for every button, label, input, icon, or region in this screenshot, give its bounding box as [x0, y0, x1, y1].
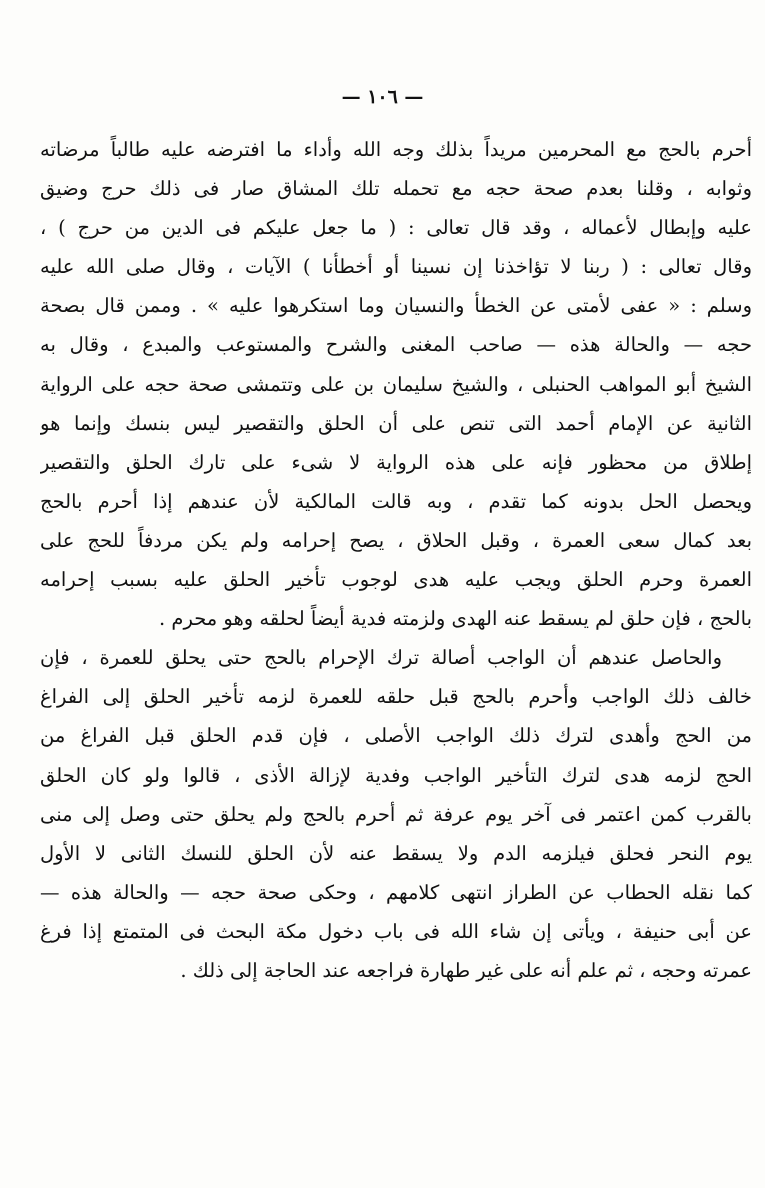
body-line: عمرته وحجه ، ثم علم أنه على غير طهارة فراجعه عند الحاجة إلى ذلك .	[180, 958, 752, 982]
page-number: — ١٠٦ —	[341, 86, 424, 108]
body-line: بالحج ، فإن حلق لم يسقط عنه الهدى ولزمته فدية أيضاً لحلقه وهو محرم .	[158, 607, 752, 631]
body-line: عليه وإبطال لأعماله ، وقد قال تعالى : ( ما جعل عليكم فى الدين من حرج ) ،	[40, 216, 752, 240]
body-line: والحاصل عندهم أن الواجب أصالة ترك الإحرام بالحج حتى يحلق للعمرة ، فإن	[40, 646, 722, 670]
body-line: وسلم : « عفى لأمتى عن الخطأ والنسيان وما استكرهوا عليه » . وممن قال بصحة	[40, 294, 752, 318]
body-line: الشيخ أبو المواهب الحنبلى ، والشيخ سليمان بن على وتتمشى صحة حجه على الرواية	[40, 372, 752, 396]
body-line: حجه — والحالة هذه — صاحب المغنى والشرح والمستوعب والمبدع ، وقال به	[40, 333, 752, 357]
body-line: الثانية عن الإمام أحمد التى تنص على أن الحلق والتقصير ليس بنسك وإنما هو	[40, 411, 752, 435]
body-line: العمرة وحرم الحلق ويجب عليه هدى لوجوب تأخير الحلق عليه بسبب إحرامه	[40, 568, 752, 592]
body-line: بالقرب كمن اعتمر فى آخر يوم عرفة ثم أحرم بالحج ولم يحلق حتى وصل إلى منى	[40, 802, 752, 826]
body-line: خالف ذلك الواجب وأحرم بالحج قبل حلقه للعمرة لزمه تأخير الحلق إلى الفراغ	[40, 685, 752, 709]
body-line: من الحج وأهدى لترك ذلك الواجب الأصلى ، فإن قدم الحلق قبل الفراغ من	[40, 724, 752, 748]
body-text	[40, 130, 752, 990]
body-line: الحج لزمه هدى لترك التأخير الواجب وفدية لإزالة الأذى ، قالوا ولو كان الحلق	[40, 763, 752, 787]
body-line: وثوابه ، وقلنا بعدم صحة حجه مع تحمله تلك المشاق صار فى ذلك حرج وضيق	[40, 177, 752, 201]
body-line: وقال تعالى : ( ربنا لا تؤاخذنا إن نسينا أو أخطأنا ) الآيات ، وقال صلى الله عليه	[40, 255, 752, 279]
body-line: كما نقله الحطاب عن الطراز انتهى كلامهم ، وحكى صحة حجه — والحالة هذه —	[40, 880, 752, 904]
body-line: ويحصل الحل بدونه كما تقدم ، وبه قالت المالكية لأن عندهم إذا أحرم بالحج	[40, 489, 752, 513]
body-line: يوم النحر فحلق فيلزمه الدم ولا يسقط عنه لأن الحلق للنسك الثانى لا الأول	[40, 841, 752, 865]
body-line: أحرم بالحج مع المحرمين مريداً بذلك وجه الله وأداء ما افترضه عليه طالباً مرضاته	[40, 138, 752, 161]
body-line: إطلاق من محظور فإنه على هذه الرواية لا شىء على تارك الحلق والتقصير	[40, 450, 752, 474]
body-line: بعد كمال سعى العمرة ، وقبل الحلاق ، يصح إحرامه ولم يكن مردفاً للحج على	[40, 528, 752, 552]
body-line: عن أبى حنيفة ، ويأتى إن شاء الله فى باب دخول مكة البحث فى المتمتع إذا فرغ	[40, 919, 752, 943]
